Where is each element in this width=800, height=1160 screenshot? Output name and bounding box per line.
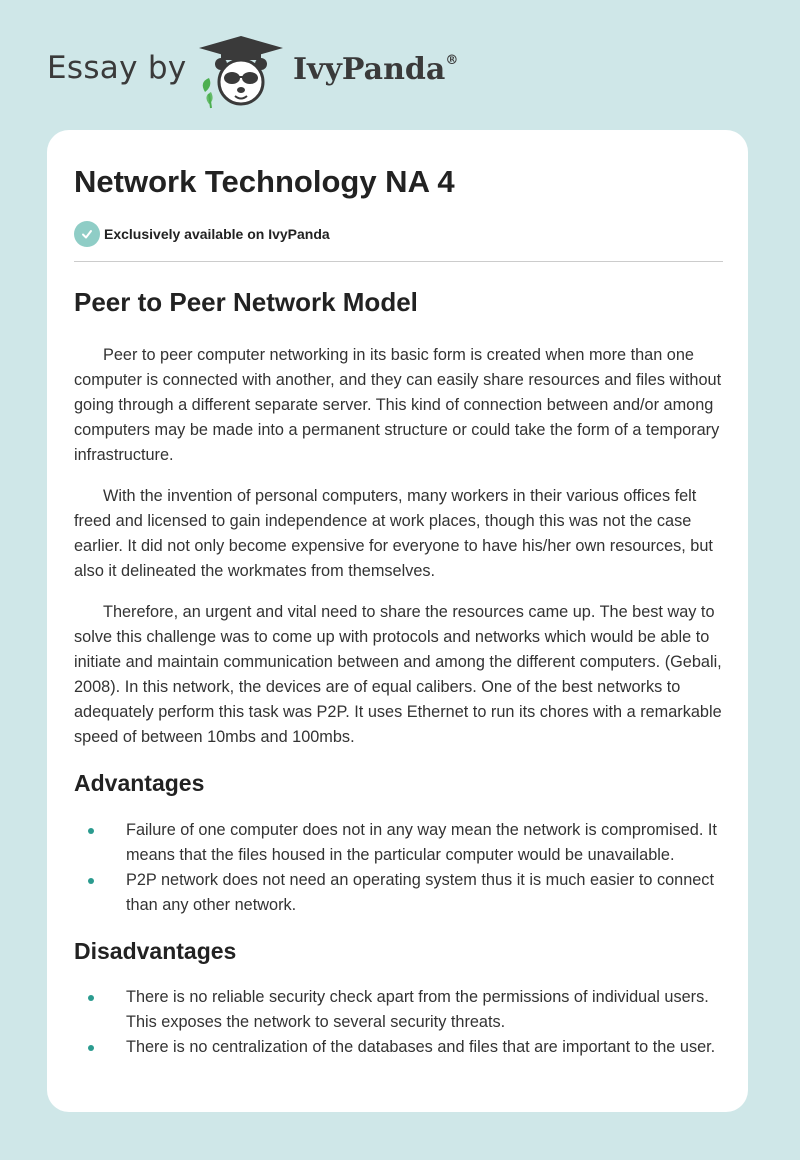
list-item: Failure of one computer does not in any way mean the network is compromised. It means that the files housed in the particular computer would be unavailable. (74, 818, 723, 868)
essay-by-label: Essay by (47, 50, 187, 86)
list-item: There is no centralization of the databases and files that are important to the user. (74, 1035, 723, 1060)
paragraph-2: With the invention of personal computers, many workers in their various offices felt freed and licensed to gain independence at work places, though this was not the case earlier. It did not only become expensive for everyone to have his/her own resources, but also it delineated the workmates from themselves. (74, 487, 713, 580)
paragraph-3: Therefore, an urgent and vital need to share the resources came up. The best way to solve this challenge was to come up with protocols and networks which would be able to initiate and maintain communication between and among the different computers. (Gebali, 2008). In this network, the devices are of equal calibers. One of the best networks to adequately perform this task was P2P. It uses Ethernet to run its chores with a remarkable speed of between 10mbs and 100mbs. (74, 603, 722, 746)
exclusive-badge (74, 221, 330, 247)
badge-label: Exclusively available on IvyPanda (104, 226, 330, 242)
bullet-icon (88, 878, 94, 884)
disadvantages-heading: Disadvantages (74, 938, 237, 964)
bullet-icon (88, 828, 94, 834)
paragraph-1: Peer to peer computer networking in its basic form is created when more than one computer is connected with another, and they can easily share resources and files without going through a different separate server. This kind of connection between and/or among computers may be made into a permanent structure or could take the form of a temporary infrastructure. (74, 346, 722, 464)
divider (74, 261, 723, 262)
panda-logo-icon[interactable] (197, 34, 285, 110)
essay-card (47, 130, 748, 1112)
advantages-list (74, 818, 723, 918)
site-header (47, 32, 507, 112)
page-title: Network Technology NA 4 (74, 164, 455, 199)
bullet-icon (88, 995, 94, 1001)
check-icon (74, 221, 100, 247)
brand-name[interactable]: IvyPanda® (293, 52, 459, 87)
bullet-icon (88, 1045, 94, 1051)
section-heading: Peer to Peer Network Model (74, 287, 418, 317)
list-item: There is no reliable security check apart from the permissions of individual users. This exposes the network to several security threats. (74, 985, 723, 1035)
advantages-heading: Advantages (74, 770, 205, 796)
disadvantages-list (74, 985, 723, 1060)
list-item: P2P network does not need an operating system thus it is much easier to connect than any other network. (74, 868, 723, 918)
